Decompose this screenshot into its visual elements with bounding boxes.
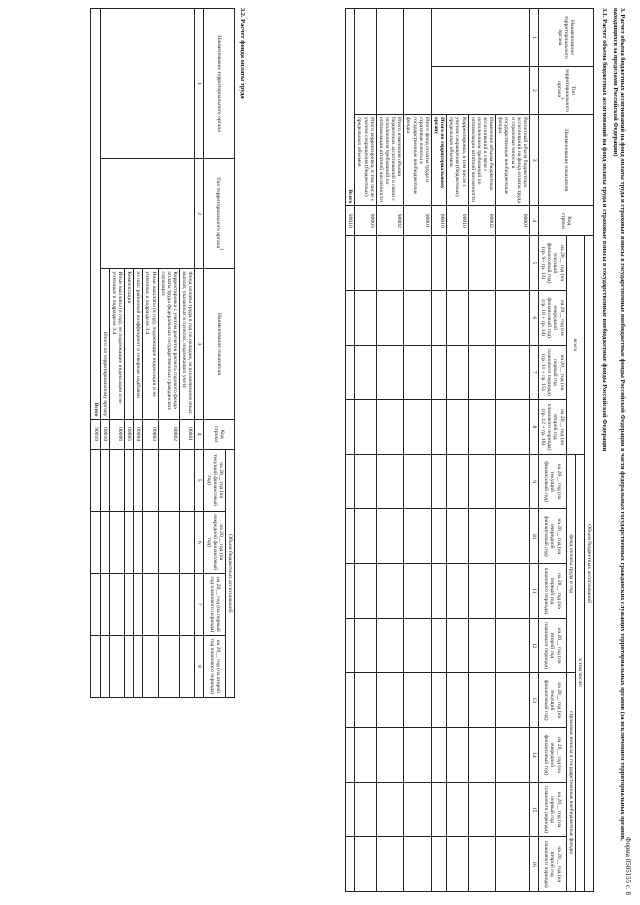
value-cell[interactable]	[355, 345, 376, 400]
total-label: Всего	[346, 9, 355, 206]
value-cell[interactable]	[496, 345, 530, 400]
value-cell[interactable]	[496, 618, 530, 673]
indicator-name: Иные выплаты (в год), не подлежащие индексации и не учтенные в подразделе 3.4	[109, 269, 124, 419]
value-cell[interactable]	[496, 728, 530, 783]
value-cell[interactable]	[134, 635, 143, 697]
col-header-code: Код строки	[539, 206, 594, 236]
value-cell[interactable]	[134, 573, 143, 635]
table-row	[431, 9, 446, 892]
value-cell[interactable]	[125, 635, 134, 697]
value-cell[interactable]	[431, 236, 446, 291]
period-header: на 20__ год (на первый год планового периода) (гр. 11 + гр. 15)	[539, 345, 567, 400]
value-cell[interactable]	[447, 509, 468, 564]
row-code: 90002	[376, 206, 404, 236]
row-code: 00001	[496, 206, 530, 236]
column-number: 2	[529, 66, 538, 114]
value-cell[interactable]	[447, 454, 468, 509]
value-cell[interactable]	[158, 573, 179, 635]
value-cell[interactable]	[431, 400, 446, 455]
value-cell[interactable]	[447, 618, 468, 673]
value-cell[interactable]	[125, 511, 134, 573]
value-cell[interactable]	[404, 618, 432, 673]
value-cell[interactable]	[346, 236, 355, 291]
value-cell[interactable]	[447, 345, 468, 400]
column-number: 12	[529, 618, 538, 673]
value-cell[interactable]	[180, 573, 195, 635]
table-row	[468, 9, 496, 892]
period-header: на 20__ год (на второй год планового периода)	[539, 618, 567, 673]
indicator-name: Итого корректировка, в том числе с учетом сокращения (бюджетных) предельных объемов	[355, 114, 376, 205]
indicator-name: Корректировка с учетом расчетов расчета годового фонда оплаты труда федеральных государственных гражданских служащих	[158, 269, 179, 419]
value-cell[interactable]	[346, 454, 355, 509]
row-code: 00005	[125, 419, 134, 449]
column-number: 5	[529, 236, 538, 291]
value-cell[interactable]	[404, 509, 432, 564]
col-header-volume: Объем бюджетных ассигнований	[584, 236, 593, 892]
column-number: 10	[529, 509, 538, 564]
value-cell[interactable]	[468, 345, 496, 400]
value-cell[interactable]	[404, 236, 432, 291]
value-cell[interactable]	[431, 782, 446, 837]
value-cell[interactable]	[468, 673, 496, 728]
value-cell[interactable]	[109, 573, 124, 635]
type-cell	[431, 66, 529, 114]
column-number: 11	[529, 564, 538, 619]
value-cell[interactable]	[158, 449, 179, 511]
column-number: 13	[529, 673, 538, 728]
value-cell[interactable]	[376, 837, 404, 892]
value-cell[interactable]	[100, 573, 109, 635]
value-cell[interactable]	[496, 782, 530, 837]
column-number: 6	[529, 290, 538, 345]
row-code: 00006	[109, 419, 124, 449]
indicator-name: Иные выплаты (в год), подлежащие индексации и не учтенные в подразделе 3.4	[143, 269, 158, 419]
value-cell[interactable]	[404, 290, 432, 345]
value-cell[interactable]	[355, 454, 376, 509]
row-code: 00003	[143, 419, 158, 449]
total-code: 90010	[346, 206, 355, 236]
value-cell[interactable]	[447, 673, 468, 728]
value-cell[interactable]	[404, 454, 432, 509]
value-cell[interactable]	[376, 400, 404, 455]
value-cell[interactable]	[346, 728, 355, 783]
value-cell[interactable]	[496, 290, 530, 345]
table-row	[180, 9, 195, 698]
value-cell[interactable]	[91, 449, 100, 511]
value-cell[interactable]	[376, 673, 404, 728]
value-cell[interactable]	[91, 511, 100, 573]
value-cell[interactable]	[468, 728, 496, 783]
value-cell[interactable]	[468, 782, 496, 837]
value-cell[interactable]	[404, 673, 432, 728]
indicator-name: Компенсации	[125, 269, 134, 419]
row-code: 00002	[468, 206, 496, 236]
value-cell[interactable]	[447, 728, 468, 783]
subtotal-code: 00010	[100, 419, 109, 449]
table-row	[376, 9, 404, 892]
value-cell[interactable]	[355, 673, 376, 728]
column-number: 14	[529, 728, 538, 783]
value-cell[interactable]	[355, 509, 376, 564]
value-cell[interactable]	[431, 509, 446, 564]
budget-allocation-table	[345, 8, 594, 892]
type-cell	[100, 159, 195, 269]
value-cell[interactable]	[91, 573, 100, 635]
value-cell[interactable]	[404, 345, 432, 400]
column-number: 8	[529, 400, 538, 455]
value-cell[interactable]	[143, 511, 158, 573]
value-cell[interactable]	[404, 728, 432, 783]
value-cell[interactable]	[468, 400, 496, 455]
value-cell[interactable]	[376, 345, 404, 400]
value-cell[interactable]	[355, 837, 376, 892]
value-cell[interactable]	[431, 454, 446, 509]
row-code: 90003	[355, 206, 376, 236]
value-cell[interactable]	[346, 618, 355, 673]
value-cell[interactable]	[346, 400, 355, 455]
column-number: 4	[529, 206, 538, 236]
value-cell[interactable]	[180, 449, 195, 511]
value-cell[interactable]	[468, 509, 496, 564]
value-cell[interactable]	[346, 345, 355, 400]
column-number: 7	[529, 345, 538, 400]
value-cell[interactable]	[143, 573, 158, 635]
total-code: 90010	[91, 419, 100, 449]
value-cell[interactable]	[100, 449, 109, 511]
value-cell[interactable]	[468, 236, 496, 291]
value-cell[interactable]	[143, 449, 158, 511]
col-header-indicator: Наименование показателя	[204, 269, 235, 419]
value-cell[interactable]	[431, 837, 446, 892]
column-number: 5	[195, 449, 204, 511]
value-cell[interactable]	[431, 673, 446, 728]
total-label: Всего	[91, 9, 100, 420]
value-cell[interactable]	[180, 511, 195, 573]
row-code: 90001	[404, 206, 432, 236]
value-cell[interactable]	[404, 782, 432, 837]
value-cell[interactable]	[376, 454, 404, 509]
col-header-indicator: Наименование показателя	[539, 114, 594, 205]
col-header-org: Наименование территориального органа	[204, 9, 235, 159]
value-cell[interactable]	[346, 837, 355, 892]
value-cell[interactable]	[109, 449, 124, 511]
value-cell[interactable]	[431, 345, 446, 400]
indicator-name: Расчетный объем бюджетных ассигнований на фонд оплаты труда и страховые взносы в государственные внебюджетные фонды	[496, 114, 530, 205]
value-cell[interactable]	[447, 564, 468, 619]
value-cell[interactable]	[180, 635, 195, 697]
value-cell[interactable]	[496, 673, 530, 728]
row-code: 00002	[158, 419, 179, 449]
value-cell[interactable]	[355, 236, 376, 291]
value-cell[interactable]	[447, 400, 468, 455]
column-number: 6	[195, 511, 204, 573]
subtotal-label: Итого по территориальному органу	[100, 269, 109, 419]
period-header: на 20__ год (на второй год планового периода) (гр. 12 + гр. 16)	[539, 400, 567, 455]
value-cell[interactable]	[376, 618, 404, 673]
indicator-name: Изменение объема бюджетных ассигнований в связи с исполнением требований по оптимизации штатной численности	[468, 114, 496, 205]
column-number: 8	[195, 635, 204, 697]
value-cell[interactable]	[376, 782, 404, 837]
value-cell[interactable]	[496, 509, 530, 564]
column-number: 15	[529, 782, 538, 837]
value-cell[interactable]	[447, 290, 468, 345]
value-cell[interactable]	[468, 618, 496, 673]
period-header: на 20__ год (на очередной финансовый год)	[539, 728, 567, 783]
period-header: на 20__ год (на второй год планового периода)	[204, 635, 225, 697]
indicator-name: Итого изменения объема бюджетных ассигнований в связи с исполнением требований по оптимизации штатной численности	[376, 114, 404, 205]
value-cell[interactable]	[158, 635, 179, 697]
period-header: на 20__ год (на текущий финансовый год)	[539, 673, 567, 728]
total-row	[91, 9, 100, 698]
table-row	[355, 9, 376, 892]
blank-cell	[376, 9, 404, 115]
indicator-name: Итого фонд оплаты труда и страховые взносы в государственные внебюджетные фонды	[404, 114, 432, 205]
value-cell[interactable]	[496, 454, 530, 509]
value-cell[interactable]	[346, 564, 355, 619]
column-number: 1	[195, 9, 204, 159]
value-cell[interactable]	[468, 564, 496, 619]
value-cell[interactable]	[431, 728, 446, 783]
value-cell[interactable]	[109, 511, 124, 573]
value-cell[interactable]	[125, 573, 134, 635]
period-header: на 20__ год (на первый год планового периода)	[539, 564, 567, 619]
value-cell[interactable]	[404, 837, 432, 892]
value-cell[interactable]	[346, 290, 355, 345]
value-cell[interactable]	[376, 509, 404, 564]
value-cell[interactable]	[376, 236, 404, 291]
col-header-org: Наименование территориального органа	[539, 9, 594, 67]
value-cell[interactable]	[355, 782, 376, 837]
indicator-name: из них: районный коэффициент и северные надбавки	[134, 269, 143, 419]
col-header-type: Тип территориального органа$^1$	[204, 159, 235, 269]
col-header-total: всего	[566, 236, 584, 455]
form-label: Форма 0505155 с. 8	[624, 836, 632, 895]
col-header-insurance: страховые взносы в государственные внебюджетные фонды	[566, 673, 575, 892]
value-cell[interactable]	[431, 618, 446, 673]
value-cell[interactable]	[355, 400, 376, 455]
value-cell[interactable]	[376, 290, 404, 345]
value-cell[interactable]	[496, 564, 530, 619]
column-number-row	[195, 9, 204, 698]
value-cell[interactable]	[431, 564, 446, 619]
value-cell[interactable]	[346, 509, 355, 564]
col-header-volume: Объем бюджетных ассигнований	[225, 449, 234, 697]
value-cell[interactable]	[404, 564, 432, 619]
indicator-name: Итого по территориальному органу	[431, 114, 446, 205]
org-cell	[431, 9, 529, 67]
value-cell[interactable]	[447, 837, 468, 892]
value-cell[interactable]	[158, 511, 179, 573]
column-number: 3	[529, 114, 538, 205]
value-cell[interactable]	[468, 454, 496, 509]
period-header: на 20__ год (на текущий финансовый год) (гр. 9+ гр. 13)	[539, 236, 567, 291]
column-number: 9	[529, 454, 538, 509]
org-cell	[100, 9, 195, 159]
value-cell[interactable]	[125, 449, 134, 511]
period-header: на 20__ год (на второй год планового периода)	[539, 837, 567, 892]
table-row	[447, 9, 468, 892]
column-number: 7	[195, 573, 204, 635]
indicator-name: Фонд оплаты труда в год по окладам, за исключением иных выплат, указанных в пунктах, подлежащих учету	[180, 269, 195, 419]
value-cell[interactable]	[100, 635, 109, 697]
value-cell[interactable]	[109, 635, 124, 697]
column-number: 3	[195, 269, 204, 419]
column-number: 1	[529, 9, 538, 67]
value-cell[interactable]	[355, 728, 376, 783]
col-header-code: Код строки	[204, 419, 235, 449]
column-number: 2	[195, 159, 204, 269]
row-code: 00010	[431, 206, 446, 236]
section-3-2-heading: 3.2. Расчет фонда оплаты труда	[239, 8, 246, 99]
period-header: на 20__ год (на первый год планового периода)	[539, 782, 567, 837]
value-cell[interactable]	[355, 618, 376, 673]
value-cell[interactable]	[496, 400, 530, 455]
column-number: 4	[195, 419, 204, 449]
value-cell[interactable]	[447, 236, 468, 291]
period-header: на 20__ год (на очередной финансовый год) (гр. 10 + гр. 14)	[539, 290, 567, 345]
value-cell[interactable]	[91, 635, 100, 697]
table-row	[496, 9, 530, 892]
value-cell[interactable]	[355, 290, 376, 345]
value-cell[interactable]	[355, 564, 376, 619]
value-cell[interactable]	[496, 837, 530, 892]
total-row	[346, 9, 355, 892]
value-cell[interactable]	[496, 236, 530, 291]
column-number: 16	[529, 837, 538, 892]
row-code: 00010	[447, 206, 468, 236]
value-cell[interactable]	[468, 837, 496, 892]
table-row	[404, 9, 432, 892]
period-header: на 20__ год (на текущий финансовый год)	[539, 454, 567, 509]
section-3-1-heading: 3.1. Расчет объема бюджетных ассигнований на фонд оплаты труда и страховые взносы в государственные внебюджетные фонды Российской Федерации	[601, 8, 608, 452]
period-header: на 20__ год (на очередной финансовый год)	[204, 511, 225, 573]
col-header-incl: в том числе:	[575, 454, 584, 891]
value-cell[interactable]	[431, 290, 446, 345]
section-3-heading: 3. Расчет объема бюджетных ассигнований на фонд оплаты труда и страховые взносы в государственные внебюджетные фонды Российской Федерации в части федеральных государственных гражданских служащих территориальных органов (за исключением территориальных органов, находящихся за пределами Российской Федерации)	[611, 8, 626, 841]
value-cell[interactable]	[468, 290, 496, 345]
indicator-name: Корректировка, в том числе с учетом сокращения (бюджетных) предельных объемов	[447, 114, 468, 205]
value-cell[interactable]	[346, 782, 355, 837]
col-header-type: Тип территориального органа$^1$	[539, 66, 594, 114]
row-code: 00004	[134, 419, 143, 449]
blank-cell	[404, 9, 432, 115]
payroll-fund-table	[90, 8, 235, 698]
period-header: на 20__ год (на очередной финансовый год)	[539, 509, 567, 564]
value-cell[interactable]	[346, 673, 355, 728]
value-cell[interactable]	[447, 782, 468, 837]
value-cell[interactable]	[134, 449, 143, 511]
value-cell[interactable]	[134, 511, 143, 573]
value-cell[interactable]	[100, 511, 109, 573]
period-header: на 20__ год (на первый год планового периода)	[204, 573, 225, 635]
col-header-fot: фонд оплаты труда и год	[566, 454, 575, 673]
value-cell[interactable]	[376, 564, 404, 619]
value-cell[interactable]	[404, 400, 432, 455]
blank-cell	[355, 9, 376, 115]
value-cell[interactable]	[376, 728, 404, 783]
row-code: 00001	[180, 419, 195, 449]
column-number-row	[529, 9, 538, 892]
period-header: на 20__ год (на текущий финансовый год)	[204, 449, 225, 511]
value-cell[interactable]	[143, 635, 158, 697]
